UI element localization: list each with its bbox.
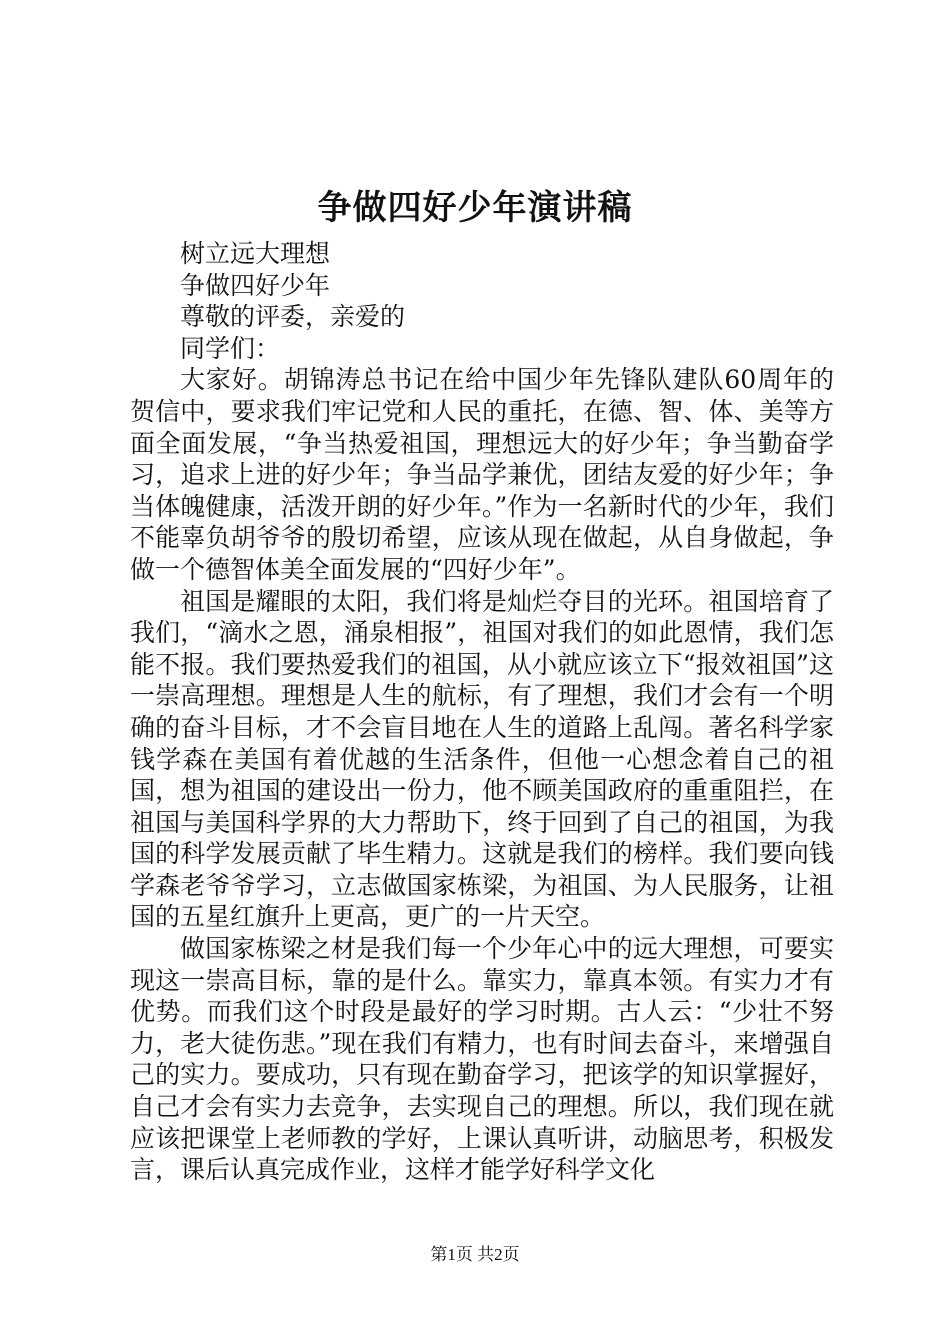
paragraph-3: 做国家栋梁之材是我们每一个少年心中的远大理想，可要实现这一崇高目标，靠的是什么。靠实力，靠真本领。有实力才有优势。而我们这个时段是最好的学习时期。古人云：“少壮不努力，老大徒伤悲。”现在我们有精力，也有时间去奋斗，来增强自己的实力。要成功，只有现在勤奋学习，把该学的知识掌握好，自己才会有实力去竞争，去实现自己的理想。所以，我们现在就应该把课堂上老师教的学好，上课认真听讲，动脑思考，积极发言，课后认真完成作业，这样才能学好科学文化 xyxy=(130,934,834,1185)
intro-line-motto-1: 树立远大理想 xyxy=(180,239,331,268)
paragraph-2: 祖国是耀眼的太阳，我们将是灿烂夺目的光环。祖国培育了我们，“滴水之恩，涌泉相报”，祖国对我们的如此恩情，我们怎能不报。我们要热爱我们的祖国，从小就应该立下“报效祖国”这一崇高理想。理想是人生的航标，有了理想，我们才会有一个明确的奋斗目标，才不会盲目地在人生的道路上乱闯。著名科学家钱学森在美国有着优越的生活条件，但他一心想念着自己的祖国，想为祖国的建设出一份力，他不顾美国政府的重重阻拦，在祖国与美国科学界的大力帮助下，终于回到了自己的祖国，为我国的科学发展贡献了毕生精力。这就是我们的榜样。我们要向钱学森老爷爷学习，立志做国家栋梁，为祖国、为人民服务，让祖国的五星红旗升上更高，更广的一片天空。 xyxy=(130,586,834,932)
intro-line-audience: 同学们： xyxy=(180,333,281,363)
page-number-footer: 第1页 共2页 xyxy=(430,1245,520,1264)
document-body xyxy=(130,238,834,1186)
document-title: 争做四好少年演讲稿 xyxy=(317,188,633,228)
intro-line-greeting: 尊敬的评委，亲爱的 xyxy=(180,302,406,332)
paragraph-1: 大家好。胡锦涛总书记在给中国少年先锋队建队60周年的贺信中，要求我们牢记党和人民的重托，在德、智、体、美等方面全面发展，“争当热爱祖国，理想远大的好少年；争当勤奋学习，追求上进的好少年；争当品学兼优，团结友爱的好少年；争当体魄健康，活泼开朗的好少年。”作为一名新时代的少年，我们不能辜负胡爷爷的殷切希望，应该从现在做起，从自身做起，争做一个德智体美全面发展的“四好少年”。 xyxy=(130,365,834,584)
intro-line-motto-2: 争做四好少年 xyxy=(180,270,331,300)
